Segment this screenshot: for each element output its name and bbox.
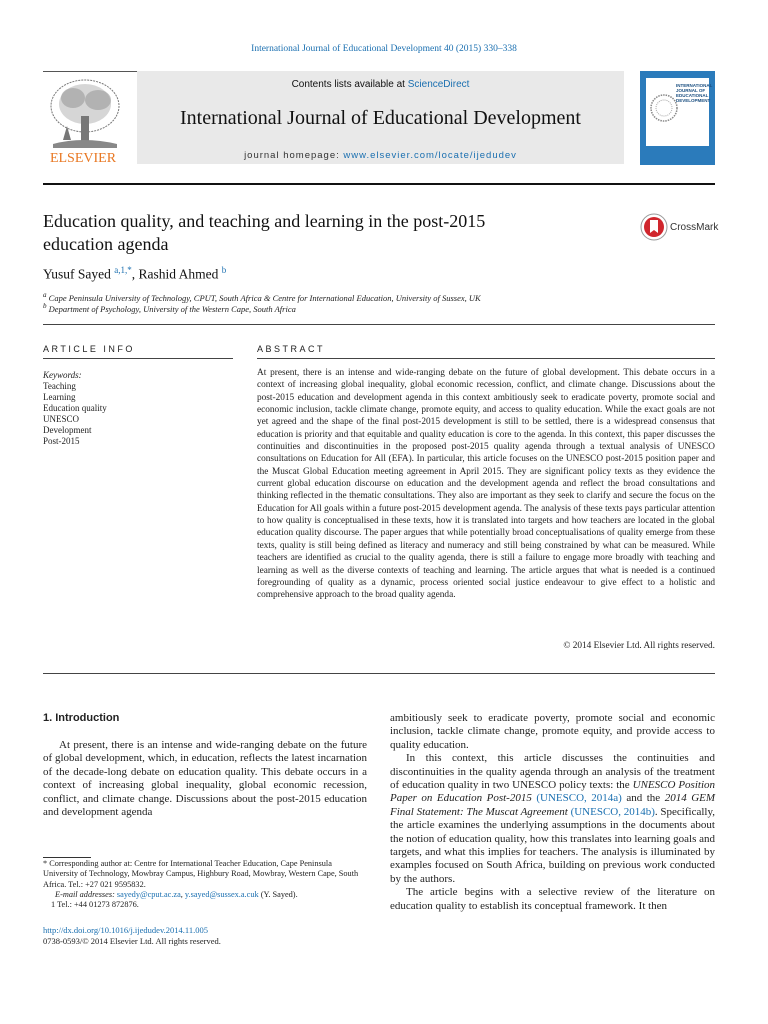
- doi-link[interactable]: http://dx.doi.org/10.1016/j.ijedudev.2014.11.005: [43, 925, 208, 935]
- article-title: [43, 210, 603, 256]
- body-paragraph: [390, 752, 715, 886]
- journal-reference[interactable]: International Journal of Educational Development 40 (2015) 330–338: [251, 44, 517, 54]
- affiliation: [43, 302, 296, 314]
- affiliations-divider: [43, 324, 715, 325]
- homepage-link[interactable]: www.elsevier.com/locate/ijedudev: [343, 150, 517, 161]
- cover-title: INTERNATIONAL JOURNAL OF EDUCATIONAL DEVELOPMENT: [676, 83, 713, 103]
- article-info-label: ARTICLE INFO: [43, 344, 135, 354]
- keyword: Post-2015: [43, 436, 80, 446]
- crossmark-label: CrossMark: [670, 222, 719, 233]
- abstract-text: At present, there is an intense and wide-ranging debate on the future of global development. This debate occurs in a context of increasing global inequality, global economic recession, conflict, and climate change. Discussions about the post-2015 education and development agenda in this context ambitiously seek to eradicate poverty, promote social and economic inclusion, tackle climate change, promote equity, and access to quality education. While the exact goals are not yet agreed and the shape of the final post-2015 development is still to be settled, there is a widespread consensus that education is priority and that equitable and quality education is core to the agenda. In this context, this paper discusses the continuities and discontinuities in the proposed post-2015 quality agenda through a textual analysis of UNESCO consultations on Education for All (EFA). In particular, this article focuses on the UNESCO post-2015 position paper and the Muscat Global Education meeting agreement in April 2015. They are significant policy texts as they evidence the current global education discourse on education and the development agenda and reflect the broad consultations and thinking reflected in the thematic consultations. They also are important as they seek to clarify and secure the focus on the Education for All goals within a future post-2015 development agenda. The analysis of these texts pays particular attention to how quality is conceptualised in these texts, how it is translated into targets and how teachers are located in the global education quality discourse. The paper argues that while potentially broad conceptualisations of quality emerge from these texts, quality is still being defined as literacy and numeracy and still being constrained by what can be measured. While teachers are identified as crucial to the quality agenda, there is still a failure to engage more broadly with teaching and learning as well as the diverse contexts of teaching and learning. The article argues that what is needed is a continued foregrounding of quality as a dynamic, process oriented social justice endeavour to give effect to a holistic and comprehensive approach to the broad quality agenda.: [257, 368, 715, 601]
- author-name: Rashid Ahmed: [138, 266, 219, 282]
- article-title-line2: education agenda: [43, 234, 169, 254]
- author-separator: ,: [131, 266, 139, 282]
- keyword: Learning: [43, 392, 76, 402]
- cited-title: UNESCO Position Paper on Education Post-2015: [390, 779, 715, 805]
- article-info-rule: [43, 358, 233, 359]
- author-affiliation-marker[interactable]: b: [221, 265, 227, 275]
- author-affiliation-marker[interactable]: a,1,*: [114, 265, 132, 275]
- footnote-1: 1 Tel.: +44 01273 872876.: [51, 900, 139, 910]
- issn-copyright: 0738-0593/© 2014 Elsevier Ltd. All rights reserved.: [43, 936, 221, 946]
- body-column-right: [390, 712, 715, 913]
- contents-prefix: Contents lists available at: [291, 79, 408, 90]
- crossmark-badge[interactable]: [640, 213, 720, 243]
- keyword: UNESCO: [43, 414, 80, 424]
- abstract-label: ABSTRACT: [257, 344, 326, 354]
- elsevier-tree-logo: [43, 76, 123, 164]
- contents-availability: [137, 79, 624, 90]
- affiliation-text: Cape Peninsula University of Technology, CPUT, South Africa & Centre for International Education, University of Sussex, UK: [48, 292, 481, 303]
- email-suffix: (Y. Sayed).: [258, 889, 298, 899]
- elsevier-wordmark: ELSEVIER: [49, 151, 117, 164]
- keywords-block: [43, 370, 223, 447]
- email-note: [43, 890, 367, 900]
- abstract-rule: [257, 358, 715, 359]
- doi-block: [43, 925, 221, 947]
- journal-title: International Journal of Educational Development: [180, 107, 581, 129]
- keyword: Education quality: [43, 403, 107, 413]
- journal-homepage: [137, 150, 624, 161]
- footnote-rule: [43, 857, 91, 858]
- body-paragraph: ambitiously seek to eradicate poverty, promote social and economic inclusion, tackle climate change, promote equity, and provide access to quality education.: [390, 712, 715, 751]
- homepage-prefix: journal homepage:: [244, 150, 344, 161]
- affiliation-marker: b: [43, 302, 47, 310]
- keyword: Teaching: [43, 381, 76, 391]
- section-heading: 1. Introduction: [43, 712, 120, 724]
- crossmark-icon: [640, 213, 668, 241]
- email-label: E-mail addresses:: [55, 889, 117, 899]
- header-divider: [43, 183, 715, 185]
- email-link[interactable]: sayedy@cput.ac.za: [116, 889, 181, 899]
- paragraph-text: . Specifically, the article examines the underlying assumptions in the documents about the notion of education quality, how this translates into learning goals and targets, and what this implies for teachers. The analysis is illuminated by examples focused on South Africa, building on previous work conducted by the authors.: [390, 805, 715, 885]
- author-name: Yusuf Sayed: [43, 266, 111, 282]
- body-column-left: [43, 739, 367, 819]
- body-paragraph: At present, there is an intense and wide-ranging debate on the future of global development, which, in education, reflects the latest incarnation of the decade-long debate on education quality. This debate occurs in a context of increasing global inequality, global economic recession, conflict, and climate change. Discussions about the post-2015 education and development agenda: [43, 739, 367, 819]
- paragraph-text: In this context, this article discusses the continuities and discontinuities in the quality agenda through an analysis of the treatment of education quality in two UNESCO policy texts: the: [390, 752, 715, 792]
- abstract-divider: [43, 673, 715, 674]
- affiliation-text: Department of Psychology, University of the Western Cape, South Africa: [48, 303, 296, 314]
- journal-cover-image: [640, 71, 715, 165]
- body-paragraph: The article begins with a selective review of the literature on education quality to establish its conceptual framework. It then: [390, 886, 715, 912]
- footnotes: [43, 859, 367, 910]
- affiliation-marker: a: [43, 291, 47, 299]
- cited-title: 2014 GEM Final Statement: The Muscat Agreement: [390, 792, 716, 818]
- citation-link[interactable]: (UNESCO, 2014b): [570, 805, 655, 818]
- author-list: [43, 265, 226, 283]
- article-title-line1: Education quality, and teaching and learning in the post-2015: [43, 211, 486, 231]
- email-separator: ,: [180, 889, 185, 899]
- sciencedirect-link[interactable]: ScienceDirect: [407, 79, 470, 90]
- keywords-label: Keywords:: [43, 370, 82, 380]
- citation-link[interactable]: (UNESCO, 2014a): [536, 792, 622, 805]
- corresponding-author-note: * Corresponding author at: Centre for International Teacher Education, Cape Peninsula University of Technology, Mowbray Campus, Highbury Road, Mowbray, Western Cape, South Africa. Tel.: +27 021 9595832.: [43, 859, 359, 889]
- keyword: Development: [43, 425, 92, 435]
- paragraph-text: and the: [621, 792, 665, 805]
- email-link[interactable]: y.sayed@sussex.a.cuk: [184, 889, 259, 899]
- abstract-copyright: © 2014 Elsevier Ltd. All rights reserved.: [563, 641, 715, 651]
